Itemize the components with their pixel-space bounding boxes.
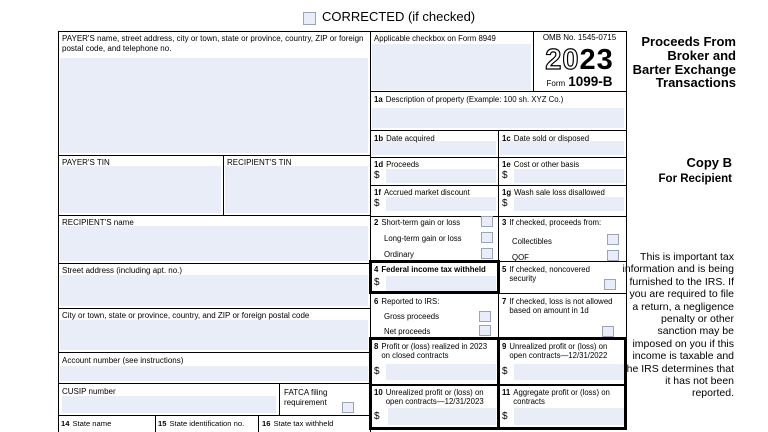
applicable-checkbox-field[interactable] xyxy=(372,44,531,90)
recipient-notice: This is important tax information and is being furnished to the IRS. If you are required to file a return, a negligence penalty or other sanction may be imposed on you if this income is taxable and the IRS determines that it has not been reported. xyxy=(622,251,734,400)
payer-tin-field[interactable] xyxy=(60,166,221,213)
box10-dollar: $ xyxy=(374,411,380,422)
omb-number: OMB No. 1545-0715 xyxy=(542,33,617,42)
cusip-number-field[interactable] xyxy=(62,396,276,413)
divider xyxy=(279,383,280,415)
box5-label: 5 If checked, noncovered security xyxy=(502,265,590,284)
form-title: Proceeds From Broker and Barter Exchange Transactions xyxy=(632,34,736,91)
box2-long-term-checkbox[interactable] xyxy=(481,232,493,243)
account-number-field[interactable] xyxy=(60,366,368,381)
form-number: 1099-B xyxy=(568,74,613,89)
divider xyxy=(370,91,626,92)
box11-label: 11 Aggregate profit or (loss) on contracts xyxy=(502,388,610,407)
divider xyxy=(58,215,370,216)
tax-year-prefix: 20 xyxy=(545,44,580,76)
box1d-dollar: $ xyxy=(374,170,380,181)
cusip-number-label: CUSIP number xyxy=(62,387,116,396)
box1f-label: 1f Accrued market discount xyxy=(374,188,470,197)
form-word: Form xyxy=(546,79,566,88)
copy-b-label: Copy B xyxy=(686,155,732,170)
box2-label: 2 Short-term gain or loss xyxy=(374,218,461,227)
box15-label: 15 State identification no. xyxy=(158,419,245,428)
box6-gross-proceeds-checkbox[interactable] xyxy=(479,311,491,322)
box1c-label: 1c Date sold or disposed xyxy=(502,134,590,143)
recipient-name-field[interactable] xyxy=(60,226,368,261)
divider xyxy=(58,31,626,32)
box1e-label: 1e Cost or other basis xyxy=(502,160,580,169)
box10-label: 10 Unrealized profit or (loss) on open contracts—12/31/2023 xyxy=(374,388,484,407)
divider xyxy=(58,31,59,432)
divider xyxy=(58,383,370,384)
box3-collectibles-checkbox[interactable] xyxy=(607,234,619,245)
box11-aggregate-field[interactable] xyxy=(514,408,624,425)
applicable-checkbox-label: Applicable checkbox on Form 8949 xyxy=(374,34,496,43)
box1g-label: 1g Wash sale loss disallowed xyxy=(502,188,605,197)
payer-block-label: PAYER'S name, street address, city or town, state or province, country, ZIP or foreign postal code, and telephone no. xyxy=(62,34,364,53)
account-number-label: Account number (see instructions) xyxy=(62,356,184,365)
box2-option-long-term: Long-term gain or loss xyxy=(384,234,462,243)
payer-tin-label: PAYER'S TIN xyxy=(62,158,110,167)
box4-dollar: $ xyxy=(374,277,380,288)
divider xyxy=(58,308,370,309)
fatca-label: FATCA filing requirement xyxy=(284,388,328,407)
divider-bold xyxy=(369,337,372,430)
box1b-label: 1b Date acquired xyxy=(374,134,435,143)
box1d-proceeds-field[interactable] xyxy=(386,169,496,183)
recipient-tin-label: RECIPIENT'S TIN xyxy=(227,158,292,167)
box6-option-net: Net proceeds xyxy=(384,327,431,336)
divider-bold xyxy=(369,260,500,263)
box6-label: 6 Reported to IRS: xyxy=(374,297,440,306)
street-address-field[interactable] xyxy=(60,275,368,306)
box8-label: 8 Profit or (loss) realized in 2023 on closed contracts xyxy=(374,342,488,361)
box1f-dollar: $ xyxy=(374,198,380,209)
box9-unrealized-2022-field[interactable] xyxy=(514,364,624,380)
box1f-accrued-discount-field[interactable] xyxy=(386,197,496,211)
for-recipient-label: For Recipient xyxy=(658,173,732,185)
box2-option-ordinary: Ordinary xyxy=(384,250,414,259)
divider xyxy=(58,415,370,416)
street-address-label: Street address (including apt. no.) xyxy=(62,266,183,275)
box4-label: 4 Federal income tax withheld xyxy=(374,265,486,274)
box4-federal-tax-field[interactable] xyxy=(386,276,496,291)
divider xyxy=(58,155,370,156)
city-field[interactable] xyxy=(60,320,368,350)
divider xyxy=(58,263,370,264)
corrected-checkbox[interactable] xyxy=(303,12,316,25)
city-label: City or town, state or province, country, and ZIP or foreign postal code xyxy=(62,311,310,320)
box5-noncovered-checkbox[interactable] xyxy=(604,279,616,290)
payer-info-field[interactable] xyxy=(60,58,368,153)
tax-year xyxy=(533,45,626,75)
divider xyxy=(258,415,259,432)
box1e-cost-basis-field[interactable] xyxy=(514,169,624,183)
divider xyxy=(498,130,499,261)
box16-label: 16 State tax withheld xyxy=(262,419,334,428)
divider xyxy=(58,352,370,353)
box7-label: 7 If checked, loss is not allowed based on amount in 1d xyxy=(502,297,613,316)
divider-bold xyxy=(369,291,500,294)
form-number-line xyxy=(533,74,626,89)
box1a-label: 1a Description of property (Example: 100 sh. XYZ Co.) xyxy=(374,95,564,104)
divider-bold xyxy=(497,337,500,430)
box2-short-term-checkbox[interactable] xyxy=(481,216,493,227)
box1g-wash-sale-field[interactable] xyxy=(514,197,624,211)
box8-profit-field[interactable] xyxy=(386,364,496,380)
divider xyxy=(223,155,224,215)
box3-label: 3 If checked, proceeds from: xyxy=(502,218,602,227)
box1g-dollar: $ xyxy=(502,198,508,209)
fatca-checkbox[interactable] xyxy=(342,402,354,413)
box7-loss-not-allowed-checkbox[interactable] xyxy=(602,326,614,337)
tax-year-suffix: 23 xyxy=(579,44,614,76)
recipient-name-label: RECIPIENT'S name xyxy=(62,218,134,227)
box9-label: 9 Unrealized profit or (loss) on open contracts—12/31/2022 xyxy=(502,342,608,361)
box9-dollar: $ xyxy=(502,366,508,377)
box2-ordinary-checkbox[interactable] xyxy=(481,248,493,259)
box3-option-qof: QOF xyxy=(512,253,529,262)
box3-option-collectibles: Collectibles xyxy=(512,237,552,246)
box10-unrealized-2023-field[interactable] xyxy=(388,408,496,425)
divider-bold xyxy=(497,260,500,294)
box8-dollar: $ xyxy=(374,366,380,377)
box6-net-proceeds-checkbox[interactable] xyxy=(479,325,491,336)
box1d-label: 1d Proceeds xyxy=(374,160,420,169)
box11-dollar: $ xyxy=(502,411,508,422)
divider xyxy=(498,293,499,338)
box6-option-gross: Gross proceeds xyxy=(384,312,440,321)
divider xyxy=(155,415,156,432)
corrected-label: CORRECTED (if checked) xyxy=(322,9,476,24)
box3-qof-checkbox[interactable] xyxy=(607,250,619,261)
box1e-dollar: $ xyxy=(502,170,508,181)
box14-label: 14 State name xyxy=(61,419,112,428)
recipient-tin-field[interactable] xyxy=(225,166,368,213)
divider-bold xyxy=(369,260,372,294)
box1a-description-field[interactable] xyxy=(372,108,624,128)
